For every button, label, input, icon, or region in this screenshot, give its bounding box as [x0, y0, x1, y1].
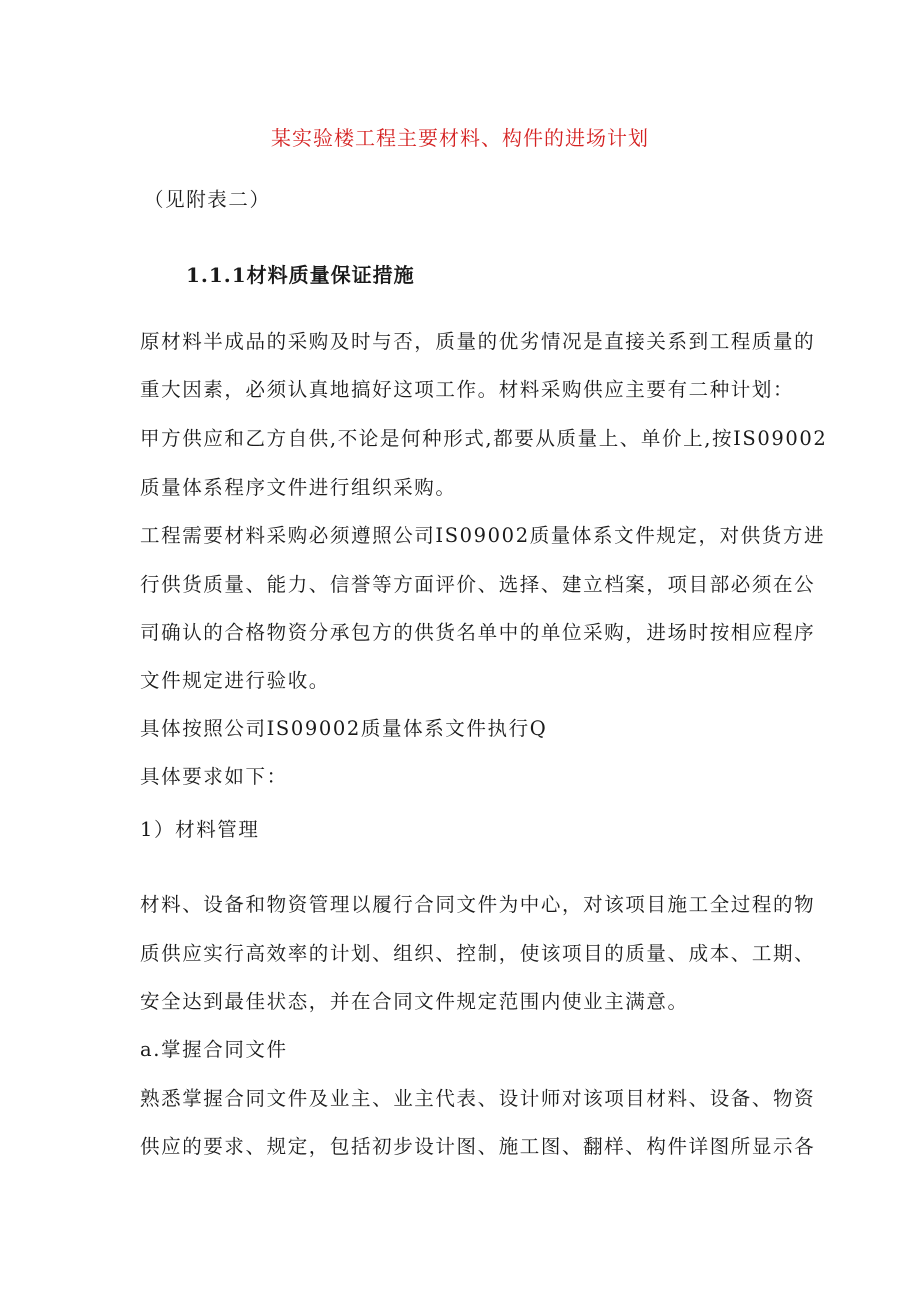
list-item-heading: 1）材料管理	[140, 818, 260, 841]
list-item-heading: a.掌握合同文件	[140, 1038, 288, 1061]
paragraph-line: 文件规定进行验收。	[140, 669, 330, 692]
appendix-note: （见附表二）	[144, 188, 271, 211]
paragraph-line: 行供货质量、能力、信誉等方面评价、选择、建立档案，项目部必须在公	[140, 573, 816, 596]
paragraph-line: 甲方供应和乙方自供,不论是何种形式,都要从质量上、单价上,按IS09002	[140, 427, 828, 450]
paragraph-line: 材料、设备和物资管理以履行合同文件为中心，对该项目施工全过程的物	[140, 893, 816, 916]
paragraph-line: 安全达到最佳状态，并在合同文件规定范围内使业主满意。	[140, 990, 689, 1013]
paragraph-line: 原材料半成品的采购及时与否，质量的优劣情况是直接关系到工程质量的	[140, 330, 816, 353]
document-title: 某实验楼工程主要材料、构件的进场计划	[271, 126, 649, 150]
paragraph-line: 质供应实行高效率的计划、组织、控制，使该项目的质量、成本、工期、	[140, 942, 816, 965]
paragraph-line: 重大因素，必须认真地搞好这项工作。材料采购供应主要有二种计划：	[140, 378, 795, 401]
paragraph-line: 具体按照公司IS09002质量体系文件执行Q	[140, 717, 548, 740]
paragraph-line: 熟悉掌握合同文件及业主、业主代表、设计师对该项目材料、设备、物资	[140, 1087, 816, 1110]
section-heading: 1.1.1材料质量保证措施	[186, 263, 415, 287]
paragraph-line: 供应的要求、规定，包括初步设计图、施工图、翻样、构件详图所显示各	[140, 1135, 816, 1158]
paragraph-line: 具体要求如下：	[140, 765, 288, 788]
paragraph-line: 工程需要材料采购必须遵照公司IS09002质量体系文件规定，对供货方进	[140, 524, 826, 547]
paragraph-line: 质量体系程序文件进行组织采购。	[140, 476, 457, 499]
paragraph-line: 司确认的合格物资分承包方的供货名单中的单位采购，进场时按相应程序	[140, 621, 816, 644]
